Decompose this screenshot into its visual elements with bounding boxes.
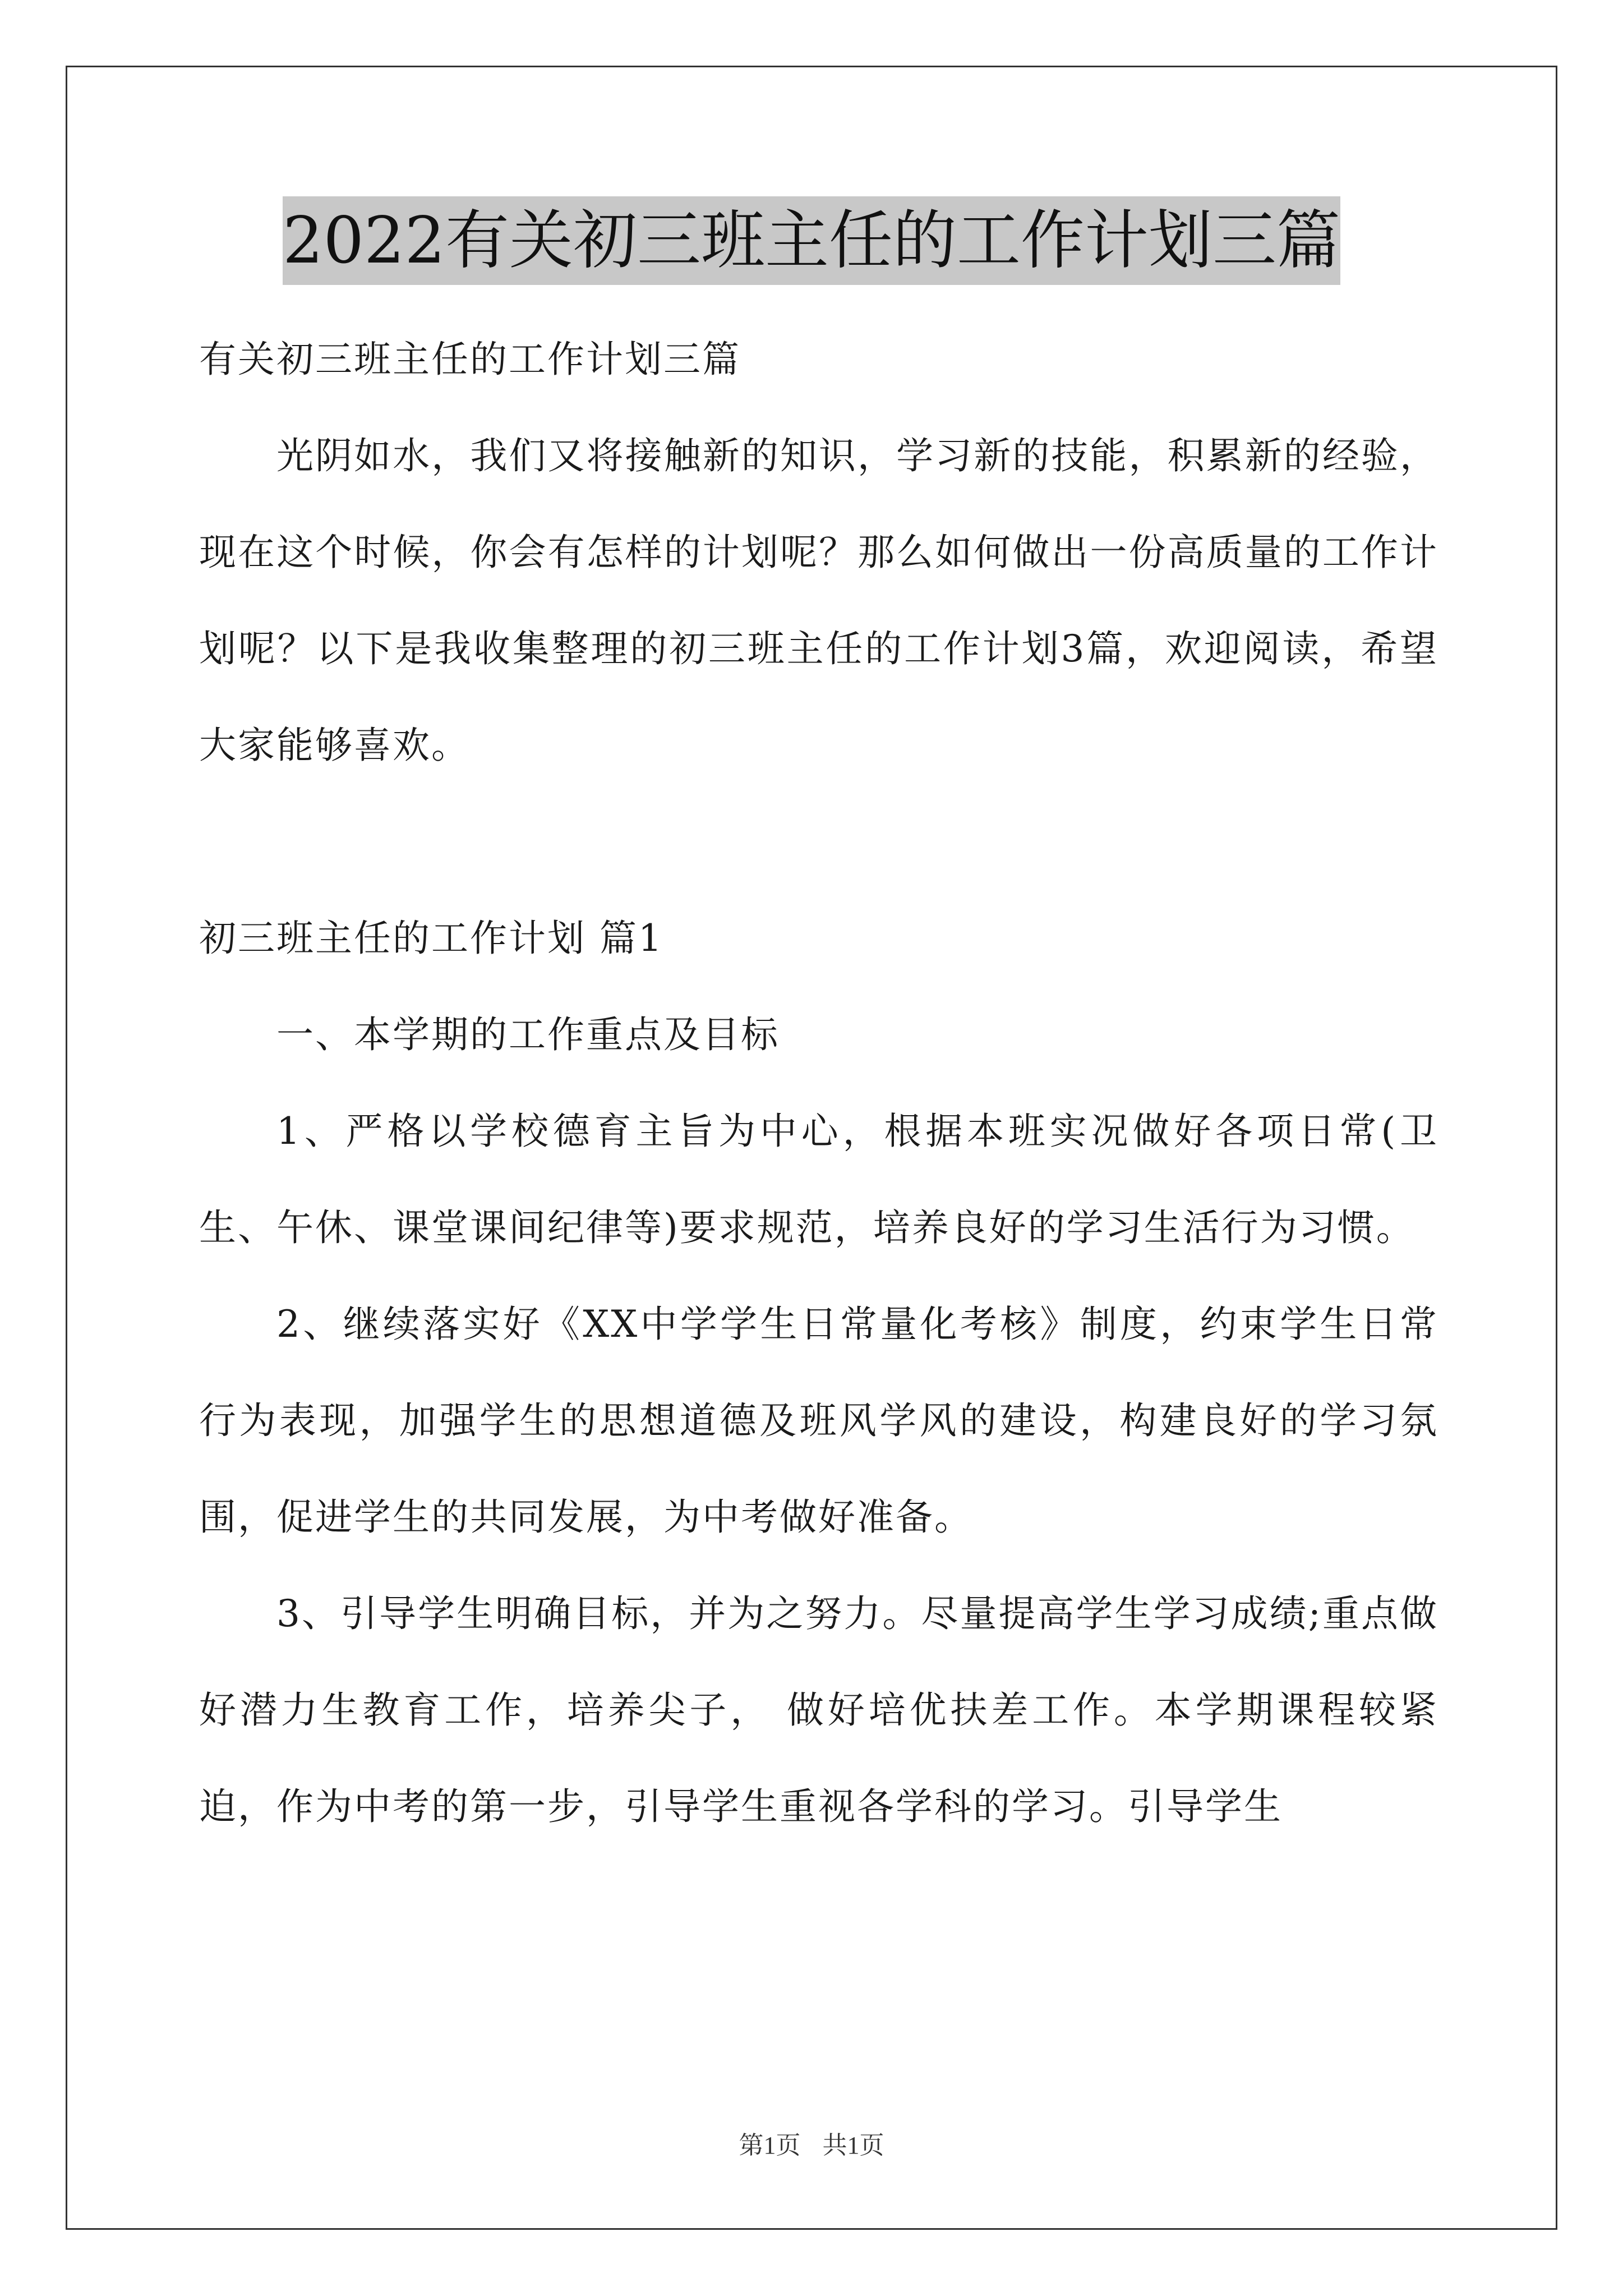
page-number: 第1页 [739, 2132, 801, 2159]
section-subheading: 一、本学期的工作重点及目标 [276, 1013, 780, 1056]
plan-item-3: 3、引导学生明确目标，并为之努力。尽量提高学生学习成绩;重点做好潜力生教育工作，培养尖子， 做好培优扶差工作。本学期课程较紧迫，作为中考的第一步，引导学生重视各学科的学习。引导学生 [199, 1592, 1438, 1828]
plan-item-1: 1、严格以学校德育主旨为中心，根据本班实况做好各项日常(卫生、午休、课堂课间纪律等)要求规范，培养良好的学习生活行为习惯。 [199, 1110, 1438, 1249]
page-total: 共1页 [822, 2132, 884, 2159]
title-container [0, 196, 1623, 285]
paragraph-gap [199, 794, 1438, 890]
intro-paragraph: 光阴如水，我们又将接触新的知识，学习新的技能，积累新的经验，现在这个时候，你会有怎样的计划呢？那么如何做出一份高质量的工作计划呢？以下是我收集整理的初三班主任的工作计划3篇，欢迎阅读，希望大家能够喜欢。 [199, 434, 1438, 767]
plan-item-2: 2、继续落实好《XX中学学生日常量化考核》制度，约束学生日常行为表现，加强学生的思想道德及班风学风的建设，构建良好的学习氛围，促进学生的共同发展，为中考做好准备。 [199, 1303, 1438, 1539]
document-body [199, 311, 1438, 1855]
document-subtitle: 有关初三班主任的工作计划三篇 [199, 338, 741, 381]
section-heading: 初三班主任的工作计划 篇1 [199, 917, 663, 960]
document-title: 2022有关初三班主任的工作计划三篇 [283, 196, 1340, 285]
page-footer [0, 2129, 1623, 2162]
